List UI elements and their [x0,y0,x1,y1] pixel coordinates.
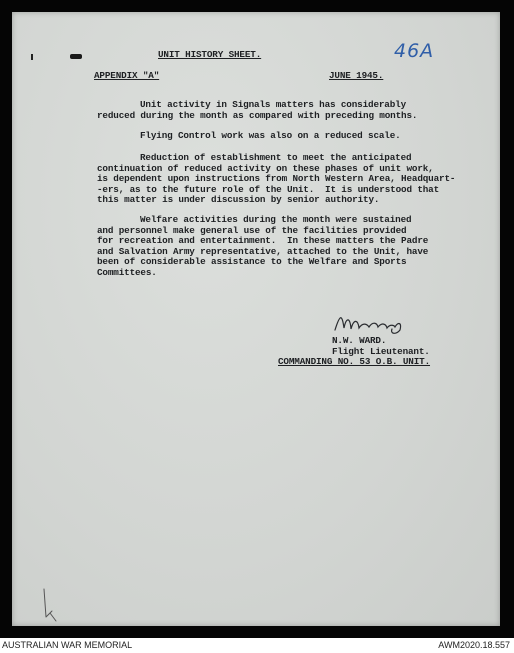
paragraph-line: been of considerable assistance to the Welfare and Sports [97,256,407,267]
punch-hole-mark [70,54,82,59]
appendix-label: APPENDIX "A" [94,70,160,81]
paragraph-line: for recreation and entertainment. In these matters the Padre [97,235,429,246]
paragraph-line: this matter is under discussion by senior authority. [97,194,380,205]
document-page [12,12,500,626]
paragraph-line: Welfare activities during the month were sustained [140,214,412,225]
paragraph-line: continuation of reduced activity on these phases of unit work, [97,162,434,174]
archive-footer [0,638,514,653]
paragraph-line: -ers, as to the future role of the Unit. It is understood that [97,183,440,195]
document-date: JUNE 1945. [329,70,384,81]
handwritten-signature [332,310,412,338]
archive-name: AUSTRALIAN WAR MEMORIAL [2,640,133,650]
paragraph-line: and personnel make general use of the facilities provided [97,224,407,236]
document-title: UNIT HISTORY SHEET. [158,49,262,60]
archive-reference: AWM2020.18.557 [438,640,510,650]
signatory-position: COMMANDING NO. 53 O.B. UNIT. [278,356,431,367]
paragraph-line: and Salvation Army representative, attached to the Unit, have [97,245,429,257]
folio-number: 46A [394,40,435,62]
paragraph-line: Committees. [97,266,157,278]
paragraph-line: is dependent upon instructions from North Western Area, Headquart- [97,173,456,184]
paragraph-line: Reduction of establishment to meet the anticipated [140,152,412,163]
signatory-rank: Flight Lieutenant. [332,345,430,357]
signatory-name: N.W. WARD. [332,335,387,346]
paragraph-line: Flying Control work was also on a reduced scale. [140,130,401,141]
paragraph-line: reduced during the month as compared with preceding months. [97,109,418,121]
margin-tick-mark [31,54,33,60]
paragraph-line: Unit activity in Signals matters has considerably [140,99,407,110]
pencil-mark [40,587,62,623]
